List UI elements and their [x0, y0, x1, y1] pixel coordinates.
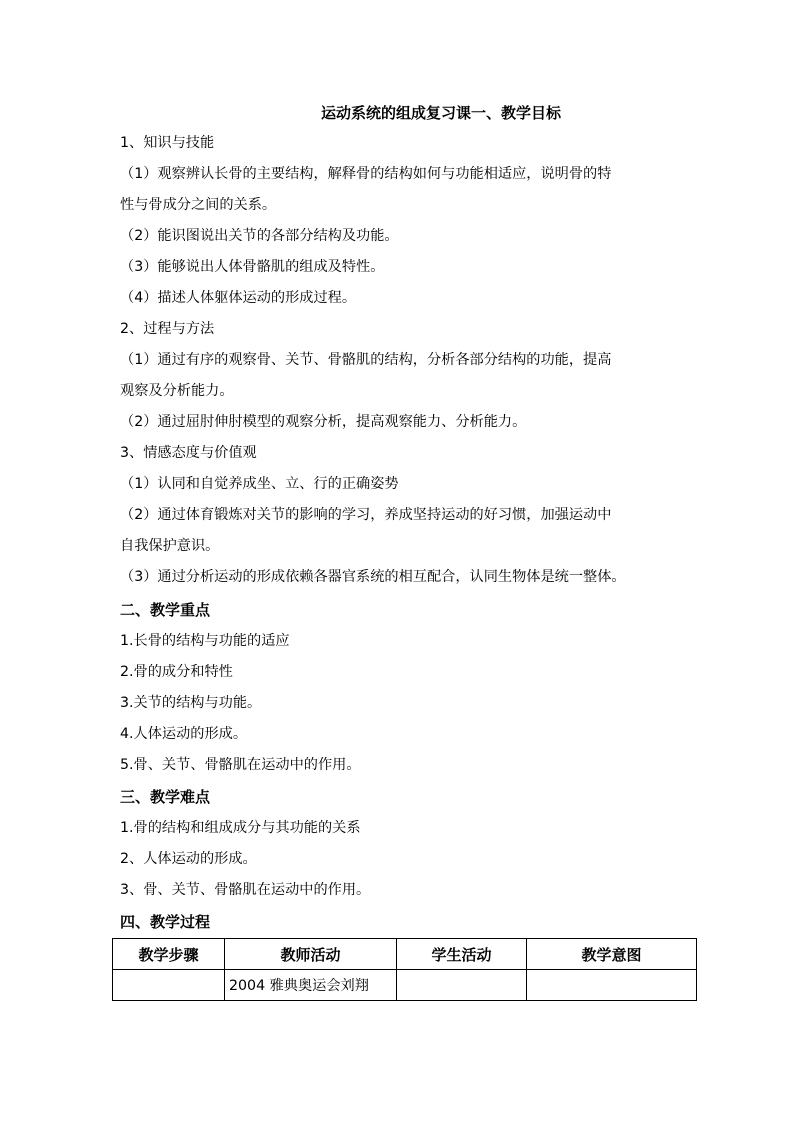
section-heading-difficulties: 三、教学难点: [120, 788, 211, 806]
list-item: 1.长骨的结构与功能的适应: [120, 633, 290, 649]
list-item: 5.骨、关节、骨骼肌在运动中的作用。: [120, 757, 361, 773]
paragraph-line: （1）观察辨认长骨的主要结构，解释骨的结构如何与功能相适应，说明骨的特: [120, 166, 612, 182]
list-item: 2.骨的成分和特性: [120, 664, 233, 680]
section-heading-teaching-process: 四、教学过程: [120, 913, 211, 931]
list-item: 4.人体运动的形成。: [120, 726, 248, 742]
paragraph-line: 自我保护意识。: [120, 538, 220, 554]
document-title: 运动系统的组成复习课一、教学目标: [320, 104, 561, 122]
paragraph-line: （2）通过屈肘伸肘模型的观察分析，提高观察能力、分析能力。: [120, 414, 527, 430]
paragraph-line: 观察及分析能力。: [120, 383, 234, 399]
paragraph-line: （2）能识图说出关节的各部分结构及功能。: [120, 228, 399, 244]
table-cell: [397, 970, 527, 1001]
table-cell: [113, 970, 225, 1001]
list-item: 1.骨的结构和组成成分与其功能的关系: [120, 820, 361, 836]
column-header-student-activity: 学生活动: [397, 939, 527, 970]
teaching-process-table: [112, 938, 697, 1001]
table-cell: [527, 970, 697, 1001]
section-heading-key-points: 二、教学重点: [120, 601, 211, 619]
paragraph-line: （4）描述人体躯体运动的形成过程。: [120, 290, 357, 306]
paragraph-line: （2）通过体育锻炼对关节的影响的学习，养成坚持运动的好习惯，加强运动中: [120, 507, 612, 523]
paragraph-line: （1）认同和自觉养成坐、立、行的正确姿势: [120, 476, 399, 492]
table-cell: 2004 雅典奥运会刘翔: [225, 970, 397, 1001]
list-item: 3、骨、关节、骨骼肌在运动中的作用。: [120, 882, 371, 898]
section-heading-process: 2、过程与方法: [120, 321, 215, 337]
list-item: 3.关节的结构与功能。: [120, 695, 262, 711]
section-heading-knowledge: 1、知识与技能: [120, 135, 215, 151]
paragraph-line: （3）能够说出人体骨骼肌的组成及特性。: [120, 259, 385, 275]
list-item: 2、人体运动的形成。: [120, 851, 257, 867]
table-header-row: [113, 939, 697, 970]
column-header-teaching-intent: 教学意图: [527, 939, 697, 970]
table-row: [113, 970, 697, 1001]
section-heading-attitude: 3、情感态度与价值观: [120, 445, 257, 461]
column-header-steps: 教学步骤: [113, 939, 225, 970]
paragraph-line: （3）通过分析运动的形成依赖各器官系统的相互配合，认同生物体是统一整体。: [120, 569, 626, 585]
paragraph-line: 性与骨成分之间的关系。: [120, 197, 277, 213]
paragraph-line: （1）通过有序的观察骨、关节、骨骼肌的结构，分析各部分结构的功能，提高: [120, 352, 612, 368]
column-header-teacher-activity: 教师活动: [225, 939, 397, 970]
